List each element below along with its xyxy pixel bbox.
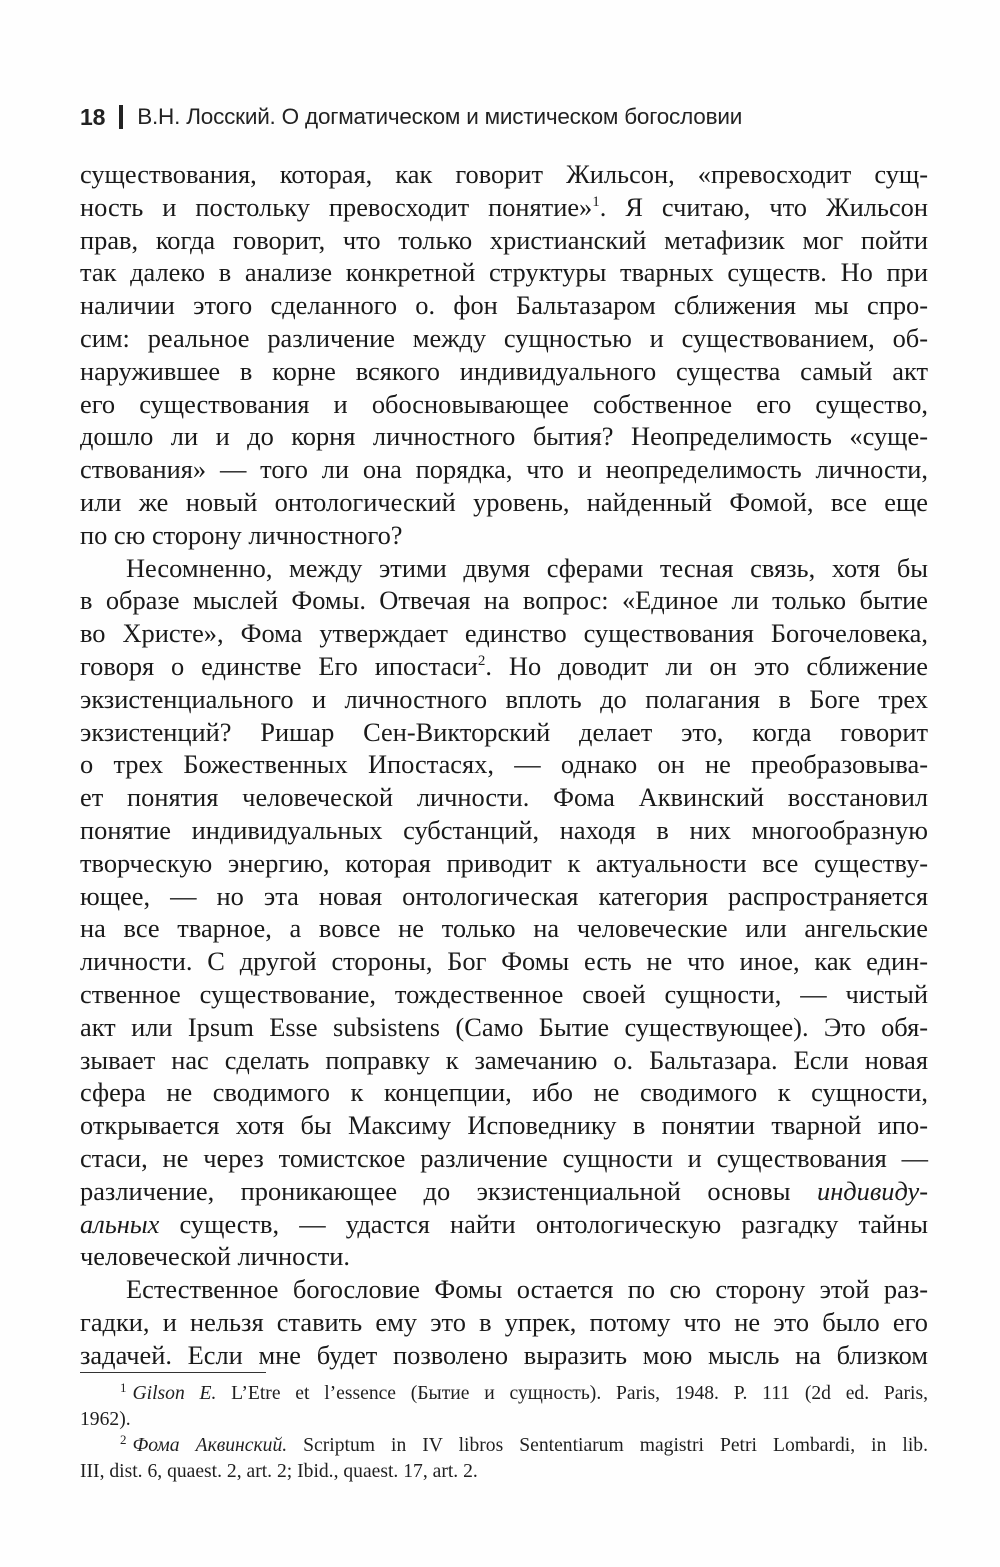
main-text <box>80 158 928 1371</box>
line-text: экзистенций? Ришар Сен-Викторский делает это, когда говорит <box>80 716 928 747</box>
text-line <box>80 1175 928 1208</box>
text-line <box>80 584 928 617</box>
text-line <box>80 1306 928 1339</box>
text-line <box>80 388 928 421</box>
line-text: на все тварное, а вовсе не только на человеческие или ангельские <box>80 913 928 944</box>
footnotes <box>80 1381 928 1485</box>
text-line <box>80 1273 928 1306</box>
footnote-text: Scriptum in IV libros Sententiarum magistri Petri Lombardi, in lib. <box>287 1435 928 1456</box>
text-line <box>80 617 928 650</box>
footnote-2-continuation <box>80 1459 928 1485</box>
text-line <box>80 1339 928 1372</box>
text-line <box>80 847 928 880</box>
line-text: стаси, не через томистское различение сущности и существования — <box>80 1142 928 1173</box>
italic-text: альных <box>80 1208 160 1239</box>
line-text: в образе мыслей Фомы. Отвечая на вопрос: «Единое ли только бытие <box>80 585 928 616</box>
line-text: во Христе», Фома утверждает единство существования Богочеловека, <box>80 618 928 649</box>
text-line <box>80 912 928 945</box>
line-text: акт или Ipsum Esse subsistens (Само Бытие существующее). Это обя- <box>80 1011 928 1042</box>
footnote-text: III, dist. 6, quaest. 2, art. 2; Ibid., quaest. 17, art. 2. <box>80 1461 478 1482</box>
text-line <box>80 453 928 486</box>
text-line <box>80 1044 928 1077</box>
text-line <box>80 978 928 1011</box>
text-line <box>80 519 928 552</box>
text-line <box>80 256 928 289</box>
line-text: различение, проникающее до экзистенциальной основы <box>80 1175 817 1206</box>
text-line <box>80 781 928 814</box>
footnote-1-continuation <box>80 1407 928 1433</box>
page-number: 18 <box>80 103 106 130</box>
line-text: человеческой личности. <box>80 1241 350 1272</box>
line-text: так далеко в анализе конкретной структуры тварных существ. Но при <box>80 257 928 288</box>
line-text: говоря о единстве Его ипостаси <box>80 650 478 681</box>
line-text: или же новый онтологический уровень, найденный Фомой, все еще <box>80 486 928 517</box>
line-text: задачей. Если мне будет позволено выразить мою мысль на близком <box>80 1339 928 1370</box>
text-line <box>80 355 928 388</box>
text-line <box>80 716 928 749</box>
text-line <box>80 322 928 355</box>
running-title: В.Н. Лосский. О догматическом и мистическом богословии <box>137 104 743 129</box>
footnote-reference: 1 <box>592 193 600 210</box>
line-text: . Но доводит ли он это сближение <box>485 650 928 681</box>
footnote-number: 2 <box>120 1432 127 1447</box>
line-text: Несомненно, между этими двумя сферами тесная связь, хотя бы <box>126 552 928 583</box>
line-text: его существования и обосновывающее собственное его существо, <box>80 388 928 419</box>
line-text: экзистенциального и личностного вплоть до полагания в Боге трех <box>80 683 928 714</box>
text-line <box>80 158 928 191</box>
footnote-text: L’Etre et l’essence (Бытие и сущность). Paris, 1948. P. 111 (2d ed. Paris, <box>216 1383 928 1404</box>
text-line <box>80 650 928 683</box>
text-line <box>80 1142 928 1175</box>
line-text: ствования» — того ли она порядка, что и неопределимость личности, <box>80 454 928 485</box>
text-line <box>80 191 928 224</box>
footnote-separator <box>80 1372 266 1373</box>
text-line <box>80 748 928 781</box>
line-text: ет понятия человеческой личности. Фома Аквинский восстановил <box>80 782 928 813</box>
footnote-1 <box>80 1381 928 1407</box>
line-text: дошло ли и до корня личностного бытия? Неопределимость «суще- <box>80 421 928 452</box>
line-text: по сю сторону личностного? <box>80 519 403 550</box>
line-text: открывается хотя бы Максиму Исповеднику в понятии тварной ипо- <box>80 1110 928 1141</box>
text-line <box>80 289 928 322</box>
text-line <box>80 486 928 519</box>
text-line <box>80 224 928 257</box>
line-text: гадки, и нельзя ставить ему это в упрек, потому что не это было его <box>80 1306 928 1337</box>
line-text: Естественное богословие Фомы остается по сю сторону этой раз- <box>126 1274 928 1305</box>
running-head <box>80 100 930 134</box>
footnote-text: 1962). <box>80 1409 131 1430</box>
line-text: ющее, — но эта новая онтологическая категория распространяется <box>80 880 928 911</box>
line-text: сфера не сводимого к концепции, ибо не сводимого к сущности, <box>80 1077 928 1108</box>
text-line <box>80 552 928 585</box>
line-text: . Я считаю, что Жильсон <box>599 191 928 222</box>
line-text: наличии этого сделанного о. фон Бальтазаром сближения мы спро- <box>80 290 928 321</box>
text-line <box>80 1109 928 1142</box>
line-text: зывает нас сделать поправку к замечанию о. Бальтазара. Если новая <box>80 1044 928 1075</box>
footnote-2 <box>80 1433 928 1459</box>
line-text: существования, которая, как говорит Жильсон, «превосходит сущ- <box>80 159 928 189</box>
line-text: наружившее в корне всякого индивидуального существа самый акт <box>80 355 928 386</box>
italic-text: индивиду- <box>817 1175 928 1206</box>
line-text: понятие индивидуальных субстанций, находя в них многообразную <box>80 814 928 845</box>
text-line <box>80 420 928 453</box>
header-divider <box>119 105 123 129</box>
text-line <box>80 1208 928 1241</box>
footnote-number: 1 <box>120 1380 127 1395</box>
text-line <box>80 1240 928 1273</box>
line-text: сим: реальное различение между сущностью и существованием, об- <box>80 322 928 353</box>
text-line <box>80 683 928 716</box>
line-text: ность и постольку превосходит понятие» <box>80 191 593 222</box>
line-text: существ, — удастся найти онтологическую разгадку тайны <box>159 1208 928 1239</box>
footnote-author: Gilson E. <box>132 1383 217 1404</box>
line-text: о трех Божественных Ипостасях, — однако он не преобразовыва- <box>80 749 928 780</box>
line-text: творческую энергию, которая приводит к актуальности все существу- <box>80 847 928 878</box>
line-text: личности. С другой стороны, Бог Фомы есть не что иное, как един- <box>80 946 928 977</box>
text-line <box>80 880 928 913</box>
line-text: ственное существование, тождественное своей сущности, — чистый <box>80 978 928 1009</box>
text-line <box>80 945 928 978</box>
text-line <box>80 1011 928 1044</box>
text-line <box>80 814 928 847</box>
footnote-reference: 2 <box>477 652 486 669</box>
text-line <box>80 1076 928 1109</box>
footnote-author: Фома Аквинский. <box>132 1435 288 1456</box>
line-text: прав, когда говорит, что только христианский метафизик мог пойти <box>80 224 928 255</box>
